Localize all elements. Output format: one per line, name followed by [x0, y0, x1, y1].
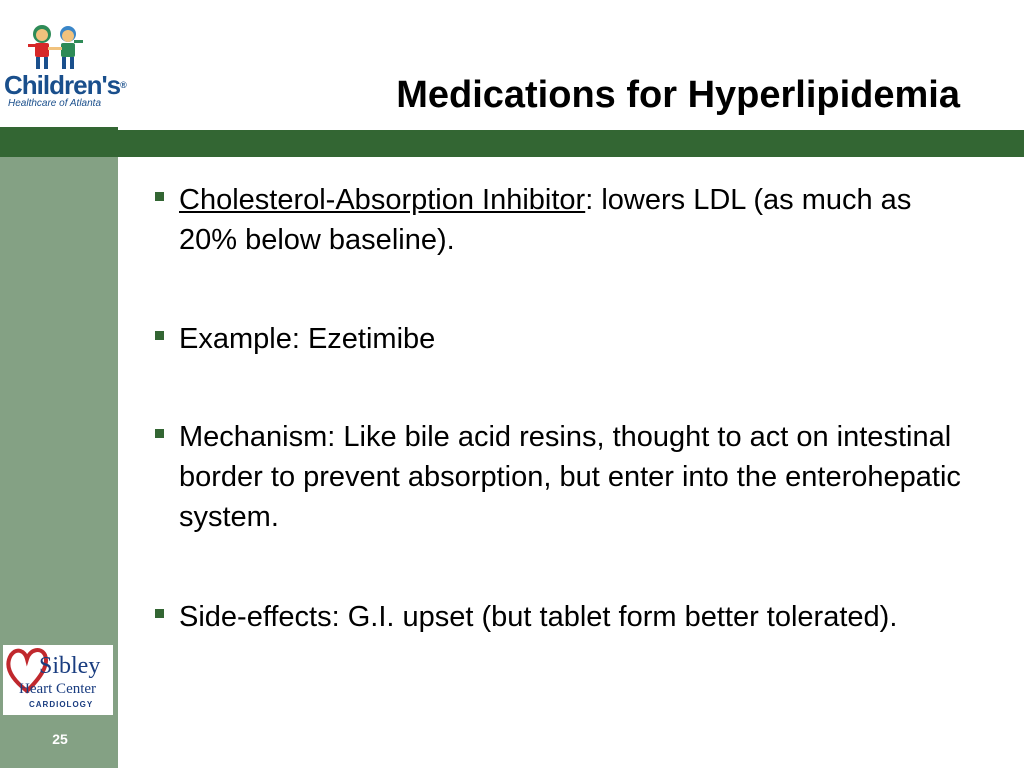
- slide-number: 25: [52, 731, 68, 747]
- bullet-marker-icon: [155, 429, 164, 438]
- childrens-logo-subtitle: Healthcare of Atlanta: [8, 98, 102, 109]
- bullet-text: Mechanism: Like bile acid resins, thought to act on intestinal border to prevent absorption, but enter into the enterohepatic system.: [179, 421, 961, 533]
- kids-figures-icon: [24, 22, 88, 76]
- bullet-text: Example: Ezetimibe: [179, 323, 436, 355]
- bullet-item: [155, 597, 965, 637]
- bullet-marker-icon: [155, 331, 164, 340]
- bullet-marker-icon: [155, 609, 164, 618]
- sibley-logo-line2: Heart Center: [19, 681, 97, 697]
- bullet-marker-icon: [155, 192, 164, 201]
- childrens-healthcare-logo: [4, 22, 126, 118]
- sibley-logo-line3: CARDIOLOGY: [29, 700, 94, 709]
- sibley-logo-name: Sibley: [39, 653, 101, 679]
- bullet-item: [155, 180, 965, 260]
- slide-title: Medications for Hyperlipidemia: [396, 74, 960, 116]
- bullet-item: [155, 417, 965, 537]
- bullet-text: Side-effects: G.I. upset (but tablet form better tolerated).: [179, 601, 898, 633]
- sibley-heart-center-logo: [3, 645, 113, 715]
- bullet-item: [155, 319, 965, 359]
- bullet-text: Cholesterol-Absorption Inhibitor: lowers LDL (as much as 20% below baseline).: [179, 184, 912, 256]
- bullet-term: Cholesterol-Absorption Inhibitor: [179, 184, 586, 216]
- header-bar: [0, 130, 1024, 157]
- childrens-logo-wordmark: Children's®: [4, 70, 126, 100]
